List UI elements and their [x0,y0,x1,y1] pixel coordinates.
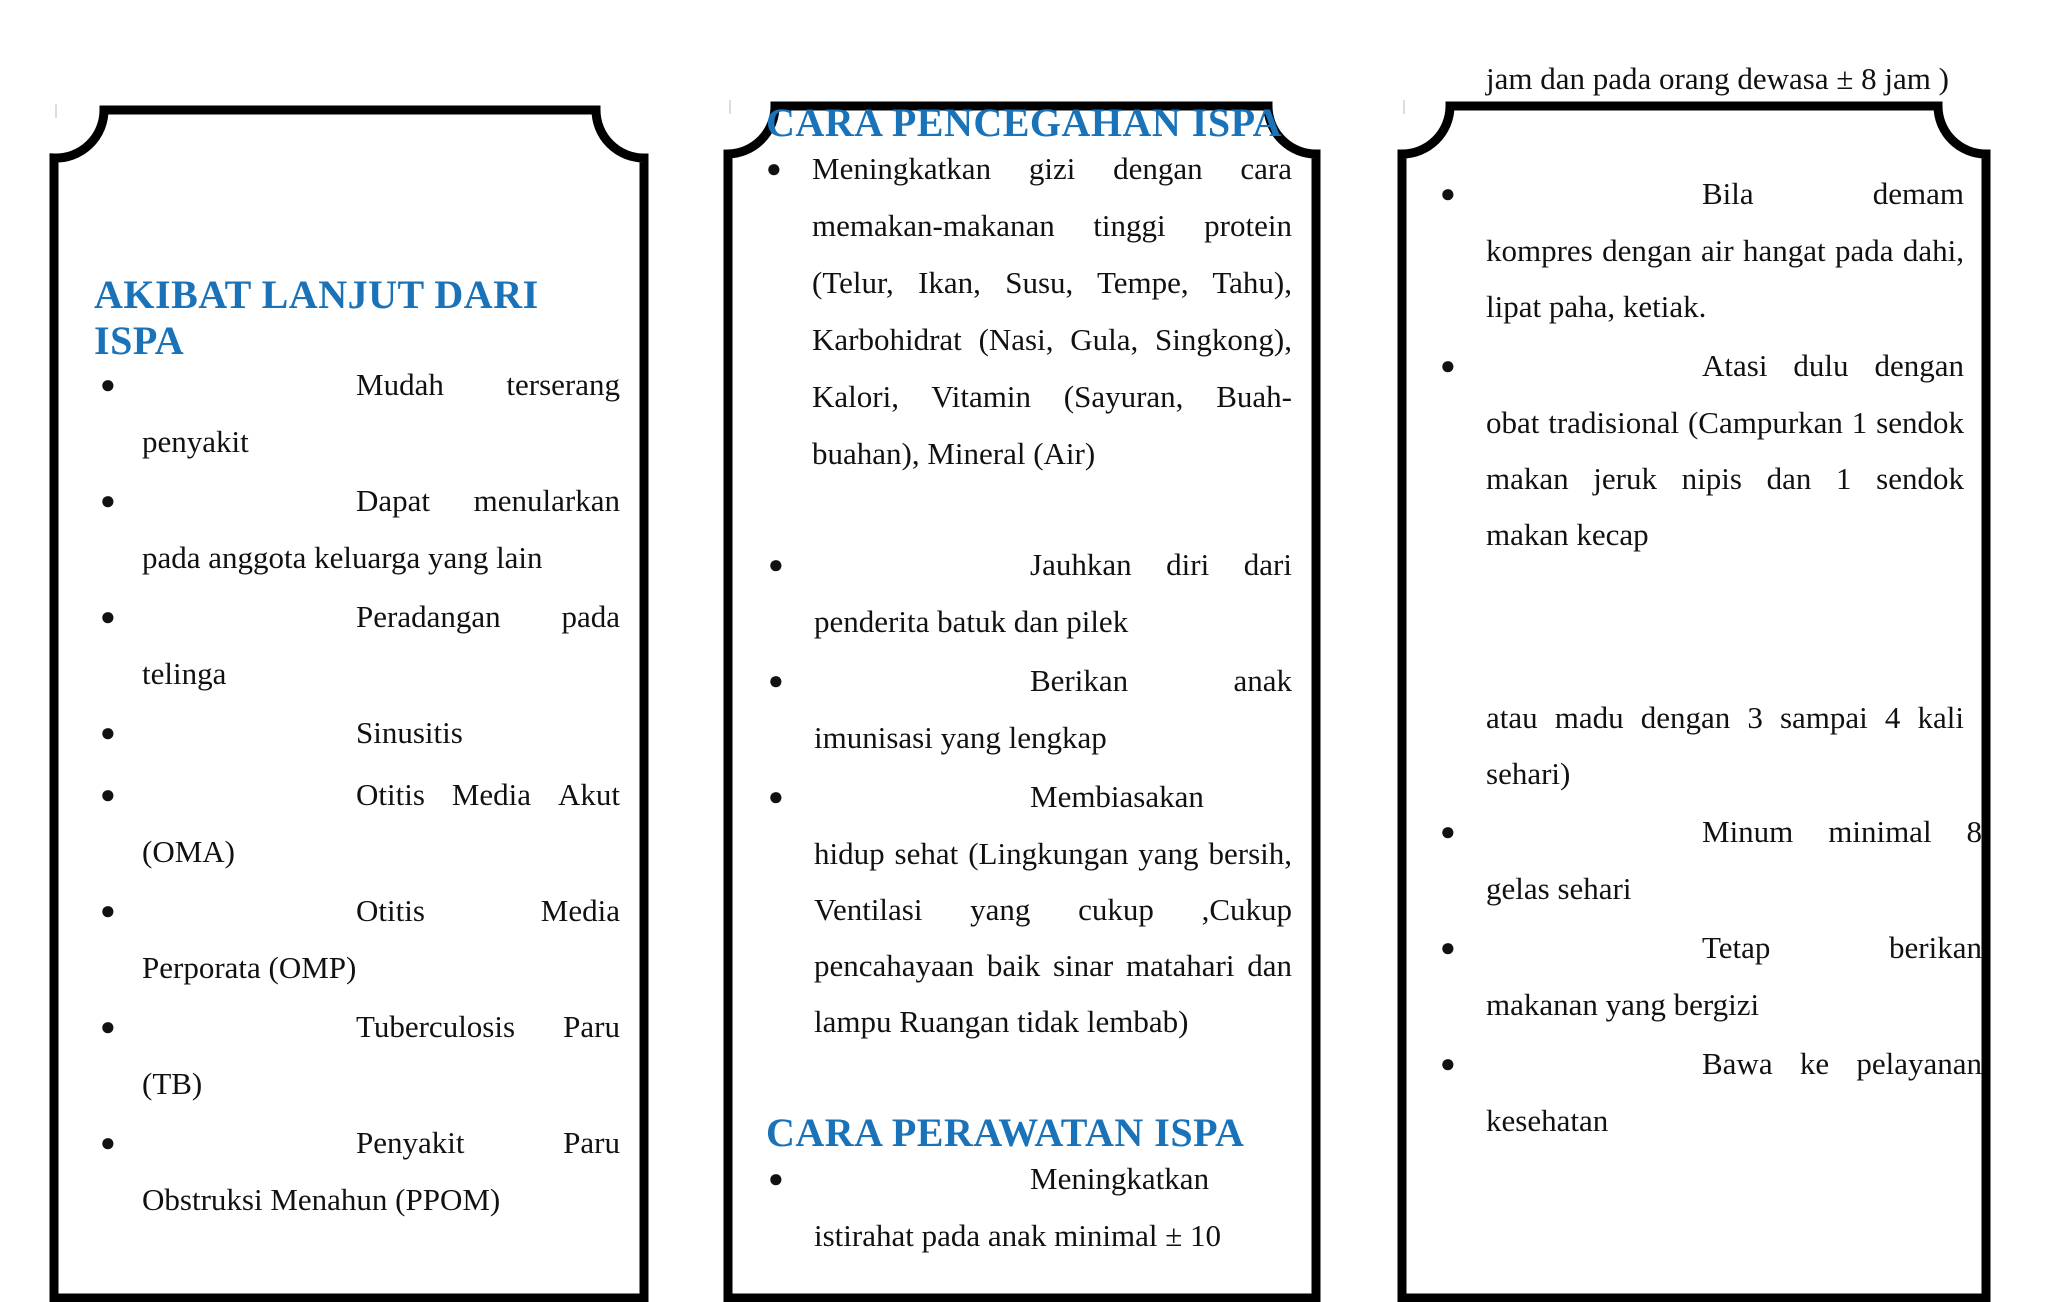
list-item-continuation: Perporata (OMP) [142,950,357,985]
list-item [1440,803,1982,917]
list-item-first-line [1030,1150,1292,1208]
list-item [768,1150,1292,1264]
bullet-icon: ● [100,370,116,399]
bullet-icon: ● [100,1012,116,1041]
list-item-word: 8 [1966,814,1982,849]
list-item-word: Dapat [356,483,431,518]
bullet-icon: ● [1440,933,1456,962]
list-item [1440,919,1982,1033]
list-item-word: Minum [1702,814,1794,849]
bullet-icon: ● [100,602,116,631]
list-item [100,1114,620,1228]
bullet-icon: ● [100,486,116,515]
pencegahan-list [768,536,1292,1052]
list-item-first-line [356,472,620,530]
list-item-continuation: obat tradisional (Campurkan 1 sendok makan jeruk nipis dan 1 sendok makan kecap [1486,405,1964,552]
list-item-continuation: gelas sehari [1486,871,1632,906]
pencegahan-first-list [766,140,1292,482]
list-item-first-line [356,1114,620,1172]
akibat-heading-line2: ISPA [94,318,185,363]
list-item-word: Tuberculosis [356,1009,516,1044]
list-item-continuation: imunisasi yang lengkap [814,720,1107,755]
list-item [768,536,1292,650]
pencegahan-first-text: Meningkatkan gizi dengan cara memakan-makanan tinggi protein (Telur, Ikan, Susu, Tempe, Tahu), Karbohidrat (Nasi, Gula, Singkong), Kalori, Vitamin (Sayuran, Buah-buahan), Mineral (Air) [812,151,1292,471]
list-item [768,652,1292,766]
list-item-continuation: kompres dengan air hangat pada dahi, lipat paha, ketiak. [1486,233,1964,324]
list-item-word: Tetap [1702,930,1771,965]
list-item [100,766,620,880]
bullet-icon: ● [766,154,782,183]
list-item-word: Media [540,893,620,928]
bullet-icon: ● [1440,817,1456,846]
bullet-icon: ● [1440,179,1456,208]
list-item-first-line [1702,919,1982,977]
list-item [1440,1035,1982,1149]
list-item [100,704,620,762]
list-item-word: Meningkatkan [1030,1161,1210,1196]
akibat-heading-line1: AKIBAT LANJUT DARI [94,272,539,317]
list-item-first-line [1702,1035,1982,1093]
list-item-word: Bila [1702,176,1754,211]
list-item-continuation: hidup sehat (Lingkungan yang bersih, Ventilasi yang cukup ,Cukup pencahayaan baik sinar matahari dan lampu Ruangan tidak lembab) [814,836,1292,1039]
list-item-continuation: penderita batuk dan pilek [814,604,1129,639]
list-item [1440,337,1964,563]
list-item-word: pada [561,599,620,634]
list-item-word: Otitis [356,893,425,928]
list-item-continuation: makanan yang bergizi [1486,987,1760,1022]
list-item-continuation: kesehatan [1486,1103,1609,1138]
bullet-icon: ● [100,780,116,809]
list-item-first-line [1702,165,1964,223]
list-item [100,998,620,1112]
list-item-word: pelayanan [1856,1046,1982,1081]
list-item-continuation: pada anggota keluarga yang lain [142,540,543,575]
bullet-icon: ● [768,550,784,579]
right-continued-text: jam dan pada orang dewasa ± 8 jam ) [1486,61,1949,96]
list-item-continuation: penyakit [142,424,249,459]
list-item-first-line [1030,536,1292,594]
list-item-continuation: (OMA) [142,834,235,869]
list-item-continuation: Obstruksi Menahun (PPOM) [142,1182,501,1217]
list-item-word: terserang [506,367,620,402]
list-item-word: menularkan [473,483,620,518]
list-item-word: Berikan [1030,663,1129,698]
list-item-word: Paru [563,1125,620,1160]
list-item [100,882,620,996]
list-item-word: dengan [1874,348,1964,383]
right-continued-text2: atau madu dengan 3 sampai 4 kali sehari) [1486,700,1964,791]
list-item [100,588,620,702]
list-item-word: demam [1872,176,1964,211]
perawatan-heading: CARA PERAWATAN ISPA [766,1110,1245,1155]
list-item-first-line [1702,803,1982,861]
list-item [766,140,1292,482]
list-item-word: Penyakit [356,1125,465,1160]
list-item [100,472,620,586]
perawatan-list [768,1150,1292,1266]
akibat-heading [94,272,614,364]
akibat-list [100,356,620,1230]
bullet-icon: ● [100,718,116,747]
list-item [768,768,1292,1050]
perawatan-list-continued-b [1440,803,1982,1151]
list-item-word: Akut [557,777,620,812]
bullet-icon: ● [768,1164,784,1193]
list-item-word: Membiasakan [1030,779,1204,814]
list-item-word: Paru [563,1009,620,1044]
list-item [100,356,620,470]
list-item-word: minimal [1828,814,1932,849]
list-item-word: Peradangan [356,599,501,634]
list-item-first-line [1702,337,1964,395]
list-item-continuation: (TB) [142,1066,203,1101]
list-item-first-line [356,998,620,1056]
bullet-icon: ● [100,896,116,925]
list-item-word: Atasi [1702,348,1768,383]
bullet-icon: ● [768,782,784,811]
bullet-icon: ● [1440,1049,1456,1078]
pencegahan-heading: CARA PENCEGAHAN ISPA [766,100,1282,145]
list-item-word: Otitis [356,777,425,812]
list-item-word: anak [1233,663,1292,698]
perawatan-list-continued-a [1440,165,1964,565]
list-item-first-line [1030,768,1292,826]
list-item-word: Media [451,777,532,812]
list-item-first-line [356,766,620,824]
list-item-first-line [356,882,620,940]
list-item-word: Sinusitis [356,715,463,750]
list-item-first-line [356,356,620,414]
bullet-icon: ● [100,1128,116,1157]
list-item-word: ke [1799,1046,1830,1081]
list-item-word: berikan [1889,930,1982,965]
list-item [1440,165,1964,335]
list-item-continuation: istirahat pada anak minimal ± 10 [814,1218,1221,1253]
list-item-word: dulu [1793,348,1849,383]
list-item-word: Jauhkan [1030,547,1132,582]
list-item-word: Mudah [356,367,444,402]
list-item-continuation: telinga [142,656,227,691]
list-item-first-line [356,704,620,762]
bullet-icon: ● [1440,351,1456,380]
list-item-word: dari [1243,547,1292,582]
list-item-word: Bawa [1702,1046,1773,1081]
list-item-word: diri [1166,547,1210,582]
list-item-first-line [356,588,620,646]
list-item-first-line [1030,652,1292,710]
bullet-icon: ● [768,666,784,695]
